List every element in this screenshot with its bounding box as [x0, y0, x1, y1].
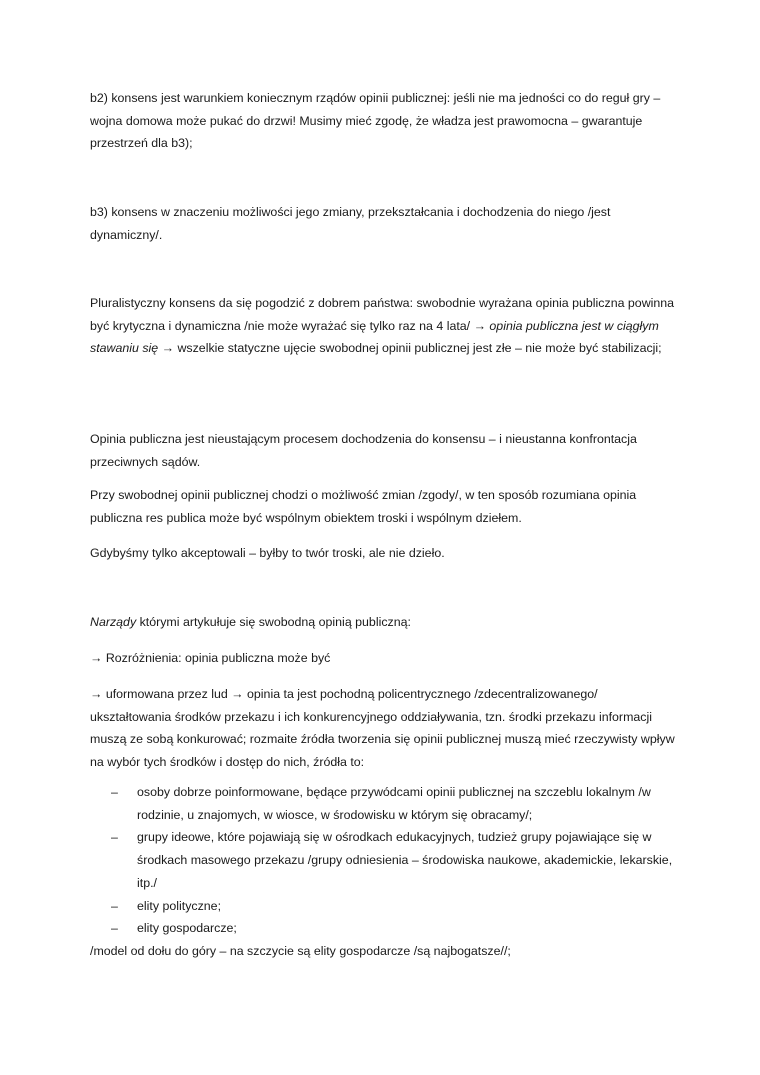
paragraph-free-opinion: Przy swobodnej opinii publicznej chodzi o możliwość zmian /zgody/, w ten sposób rozumiana opinia publiczna res publica może być wspólnym obiektem troski i wspólnym dziełem. — [90, 488, 637, 525]
paragraph-model: /model od dołu do góry – na szczycie są elity gospodarcze /są najbogatsze//; — [90, 944, 511, 958]
list-item-text: osoby dobrze poinformowane, będące przywódcami opinii publicznej na szczeblu lokalnym /w rodzinie, u znajomych, w wiosce, w środowisku w którym się obracamy/; — [137, 785, 651, 822]
sources-list — [90, 781, 680, 940]
list-item-text: elity gospodarcze; — [137, 921, 237, 936]
list-item — [90, 917, 680, 940]
list-item-text: elity polityczne; — [137, 898, 222, 913]
paragraph-accept: Gdybyśmy tylko akceptowali – byłby to twór troski, ale nie dzieło. — [90, 546, 445, 560]
list-item-text: grupy ideowe, które pojawiają się w ośrodkach edukacyjnych, tudzież grupy pojawiające się w środkach masowego przekazu /grupy odniesienia – środowiska naukowe, akademickie, lekarskie, itp./ — [137, 830, 673, 890]
list-dash: – — [111, 898, 118, 913]
list-item — [90, 895, 680, 918]
paragraph-b3: b3) konsens w znaczeniu możliwości jego zmiany, przekształcania i dochodzenia do niego /jest dynamiczny/. — [90, 205, 611, 242]
pluralist-text-end: → wszelkie statyczne ujęcie swobodnej opinii publicznej jest złe – nie może być stabilizacji; — [158, 341, 662, 356]
pluralist-italic-phrase: opinia publiczna jest w ciągłym stawaniu się — [90, 318, 659, 356]
tools-text: którymi artykułuje się swobodną opinią publiczną: — [136, 615, 411, 629]
paragraph-b2: b2) konsens jest warunkiem koniecznym rządów opinii publicznej: jeśli nie ma jedności co do reguł gry – wojna domowa może pukać do drzwi! Musimy mieć zgodę, że władza jest prawomocna – gwarantuje przestrzeń dla b3); — [90, 91, 661, 151]
list-item — [90, 826, 680, 894]
list-item — [90, 781, 680, 826]
paragraph-tools — [90, 611, 680, 634]
paragraph-formed-by-people: → uformowana przez lud → opinia ta jest pochodną policentrycznego /zdecentralizowanego/ ukształtowania środków przekazu i ich konkurencyjnego oddziaływania, tzn. środki przekazu informacji muszą ze sobą konkurować; rozmaite źródła tworzenia się opinii publicznej muszą mieć rzeczywisty wpływ na wybór tych środków i dostęp do nich, źródła to: — [90, 687, 675, 770]
list-dash: – — [111, 785, 118, 799]
list-dash: – — [111, 921, 118, 936]
paragraph-pluralist-consensus — [90, 292, 680, 360]
tools-italic-word: Narządy — [90, 615, 137, 629]
pluralist-text-start: Pluralistyczny konsens da się pogodzić z dobrem państwa: swobodnie wyrażana opinia publiczna powinna być krytyczna i dynamiczna /nie może wyrażać się tylko raz na 4 lata/ → — [90, 296, 675, 333]
paragraph-process: Opinia publiczna jest nieustającym procesem dochodzenia do konsensu – i nieustanna konfrontacja przeciwnych sądów. — [90, 432, 637, 469]
paragraph-distinction: → Rozróżnienia: opinia publiczna może być — [90, 651, 331, 665]
list-dash: – — [111, 830, 118, 845]
